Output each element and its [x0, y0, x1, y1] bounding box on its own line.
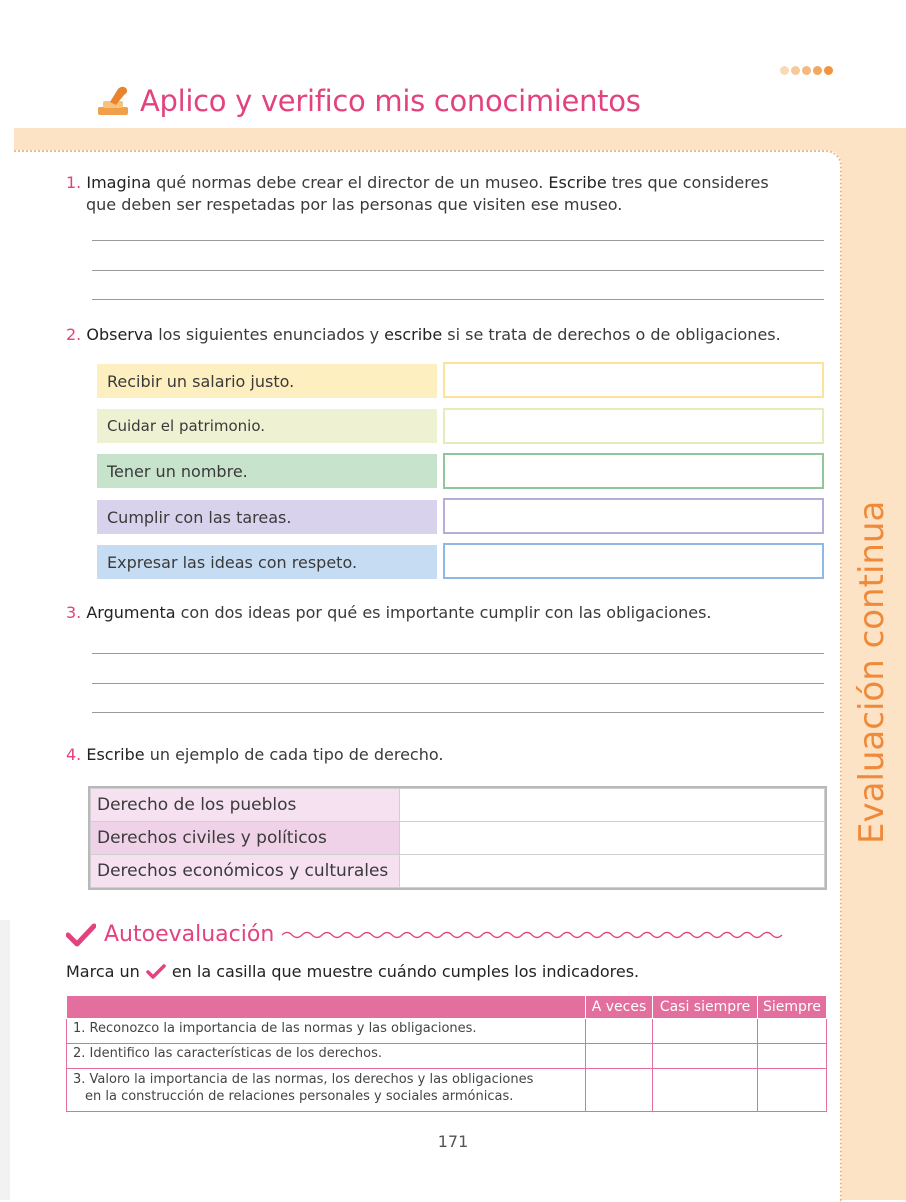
check-cell[interactable] — [653, 1069, 758, 1112]
side-title: Evaluación continua — [852, 500, 892, 844]
checkmark-icon — [66, 923, 96, 947]
check-cell[interactable] — [758, 1019, 827, 1044]
question-keyword: Observa — [86, 325, 154, 344]
question-keyword: escribe — [384, 325, 443, 344]
column-header: A veces — [586, 996, 653, 1019]
question-text: con dos ideas por qué es importante cumplir con las obligaciones. — [175, 603, 712, 622]
right-type-cell: Derechos civiles y políticos — [91, 822, 400, 855]
statement-label: Expresar las ideas con respeto. — [97, 545, 437, 579]
self-assessment-header — [66, 922, 787, 947]
indicator-cell — [67, 1069, 586, 1112]
question-text: tres que consideres — [606, 173, 769, 192]
right-example-cell[interactable] — [400, 855, 825, 888]
table-header-row — [67, 996, 827, 1019]
check-cell[interactable] — [653, 1044, 758, 1069]
self-assessment-instruction — [66, 962, 639, 981]
instruction-text: Marca un — [66, 962, 140, 981]
statement-label: Recibir un salario justo. — [97, 364, 437, 398]
question-text: qué normas debe crear el director de un museo. — [151, 173, 549, 192]
top-peach-band — [14, 128, 906, 152]
question-number: 3. — [66, 603, 82, 622]
decorative-dots — [780, 66, 833, 75]
question-keyword: Argumenta — [86, 603, 176, 622]
statement-answer-box[interactable] — [443, 453, 824, 489]
page-number: 171 — [437, 1132, 469, 1151]
answer-line[interactable] — [92, 240, 824, 241]
right-example-cell[interactable] — [400, 789, 825, 822]
statement-answer-box[interactable] — [443, 408, 824, 444]
self-assessment-title: Autoevaluación — [104, 922, 275, 947]
question-keyword: Imagina — [86, 173, 152, 192]
instruction-text: en la casilla que muestre cuándo cumples los indicadores. — [171, 962, 640, 981]
right-type-cell: Derecho de los pueblos — [91, 789, 400, 822]
column-header: Siempre — [758, 996, 827, 1019]
question-keyword: Escribe — [548, 173, 607, 192]
answer-line[interactable] — [92, 683, 824, 684]
statement-label: Tener un nombre. — [97, 454, 437, 488]
table-row — [91, 789, 825, 822]
table-row — [67, 1044, 827, 1069]
check-cell[interactable] — [758, 1069, 827, 1112]
right-example-cell[interactable] — [400, 822, 825, 855]
stamp-icon — [96, 85, 134, 117]
checkmark-icon — [146, 964, 166, 980]
left-margin-mark — [0, 920, 10, 1200]
question-text: si se trata de derechos o de obligaciones. — [442, 325, 781, 344]
indicator-cell: 1. Reconozco la importancia de las normas y las obligaciones. — [67, 1019, 586, 1044]
question-keyword: Escribe — [86, 745, 145, 764]
page-header — [96, 84, 641, 118]
rights-table — [88, 786, 827, 890]
table-row — [67, 1019, 827, 1044]
question-2 — [66, 324, 826, 346]
indicator-text: en la construcción de relaciones personales y sociales armónicas. — [85, 1089, 514, 1104]
table-row — [67, 1069, 827, 1112]
table-row — [91, 822, 825, 855]
right-type-cell: Derechos económicos y culturales — [91, 855, 400, 888]
answer-line[interactable] — [92, 270, 824, 271]
statement-answer-box[interactable] — [443, 498, 824, 534]
statement-answer-box[interactable] — [443, 362, 824, 398]
question-3 — [66, 602, 826, 624]
question-4 — [66, 744, 826, 766]
self-assessment-table — [66, 995, 827, 1112]
check-cell[interactable] — [653, 1019, 758, 1044]
column-header: Casi siempre — [653, 996, 758, 1019]
question-number: 1. — [66, 173, 82, 192]
check-cell[interactable] — [758, 1044, 827, 1069]
question-text: un ejemplo de cada tipo de derecho. — [144, 745, 444, 764]
answer-line[interactable] — [92, 712, 824, 713]
indicator-cell: 2. Identifico las características de los derechos. — [67, 1044, 586, 1069]
check-cell[interactable] — [586, 1069, 653, 1112]
question-number: 2. — [66, 325, 82, 344]
answer-line[interactable] — [92, 653, 824, 654]
page-title: Aplico y verifico mis conocimientos — [140, 84, 641, 118]
question-number: 4. — [66, 745, 82, 764]
statement-answer-box[interactable] — [443, 543, 824, 579]
indicator-text: 3. Valoro la importancia de las normas, los derechos y las obligaciones — [73, 1072, 534, 1087]
statement-label: Cumplir con las tareas. — [97, 500, 437, 534]
question-1 — [66, 172, 806, 216]
wavy-line-decoration — [282, 929, 787, 941]
statement-label: Cuidar el patrimonio. — [97, 409, 437, 443]
indicator-header — [67, 996, 586, 1019]
answer-line[interactable] — [92, 299, 824, 300]
check-cell[interactable] — [586, 1044, 653, 1069]
question-text: los siguientes enunciados y — [153, 325, 385, 344]
table-row — [91, 855, 825, 888]
question-text: que deben ser respetadas por las personas que visiten ese museo. — [86, 195, 623, 214]
check-cell[interactable] — [586, 1019, 653, 1044]
